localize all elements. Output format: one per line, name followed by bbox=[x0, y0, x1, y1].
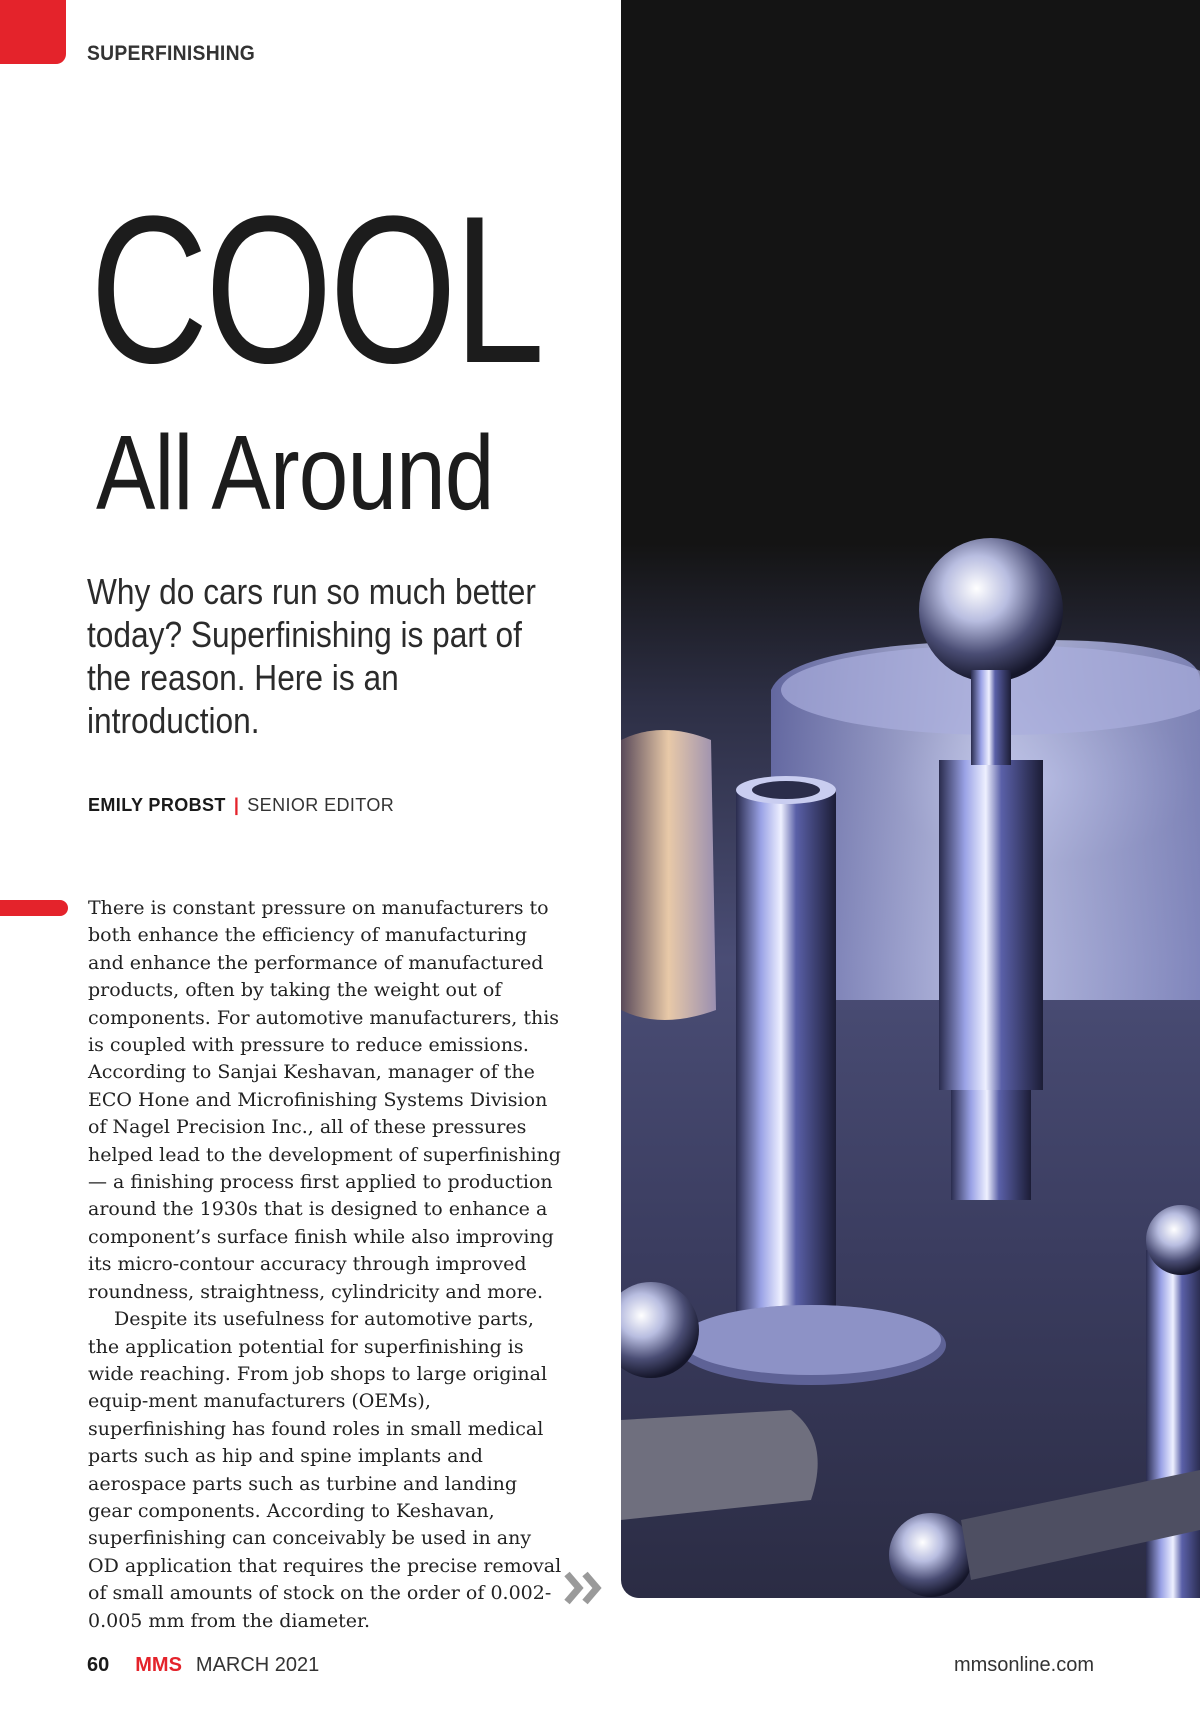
headline-all-around: All Around bbox=[96, 414, 494, 532]
double-chevron-right-icon bbox=[563, 1570, 607, 1606]
photo-illustration bbox=[621, 0, 1200, 1598]
section-accent-tab bbox=[0, 0, 66, 64]
deck-text: Why do cars run so much better today? Superfinishing is part of the reason. Here is an introduction. bbox=[87, 571, 536, 741]
byline-author: EMILY PROBST bbox=[88, 795, 226, 815]
headline-cool: COOL bbox=[90, 172, 542, 407]
website-url[interactable]: mmsonline.com bbox=[953, 1654, 1094, 1676]
page-footer-left bbox=[87, 1654, 319, 1677]
byline bbox=[88, 795, 394, 816]
magazine-name: MMS bbox=[135, 1654, 182, 1676]
article-body bbox=[88, 895, 563, 1635]
superfinished-parts-photo bbox=[621, 0, 1200, 1598]
page-number: 60 bbox=[87, 1654, 110, 1676]
body-paragraph-1: There is constant pressure on manufacturers to both enhance the efficiency of manufacturing and enhance the performance of manufactured products, often by taking the weight out of components. For automotive manufacturers, this is coupled with pressure to reduce emissions. According to Sanjai Keshavan, manager of the ECO Hone and Microfinishing Systems Division of Nagel Precision Inc., all of these pressures helped lead to the development of superfinishing — a finishing process first applied to production around the 1930s that is designed to enhance a component’s surface finish while also improving its micro-contour accuracy through improved roundness, straightness, cylindricity and more. bbox=[88, 897, 561, 1303]
byline-role: SENIOR EDITOR bbox=[247, 795, 395, 815]
byline-separator: | bbox=[233, 795, 240, 815]
body-accent-tab bbox=[0, 900, 68, 916]
body-paragraph-2: Despite its usefulness for automotive parts, the application potential for superfinishing is wide reaching. From job shops to large original equip-ment manufacturers (OEMs), superfinishing has found roles in small medical parts such as hip and spine implants and aerospace parts such as turbine and landing gear components. According to Keshavan, superfinishing can conceivably be used in any OD application that requires the precise removal of small amounts of stock on the order of 0.002-0.005 mm from the diameter. bbox=[88, 1308, 562, 1632]
section-label: SUPERFINISHING bbox=[87, 42, 256, 65]
issue-date: MARCH 2021 bbox=[195, 1654, 320, 1676]
